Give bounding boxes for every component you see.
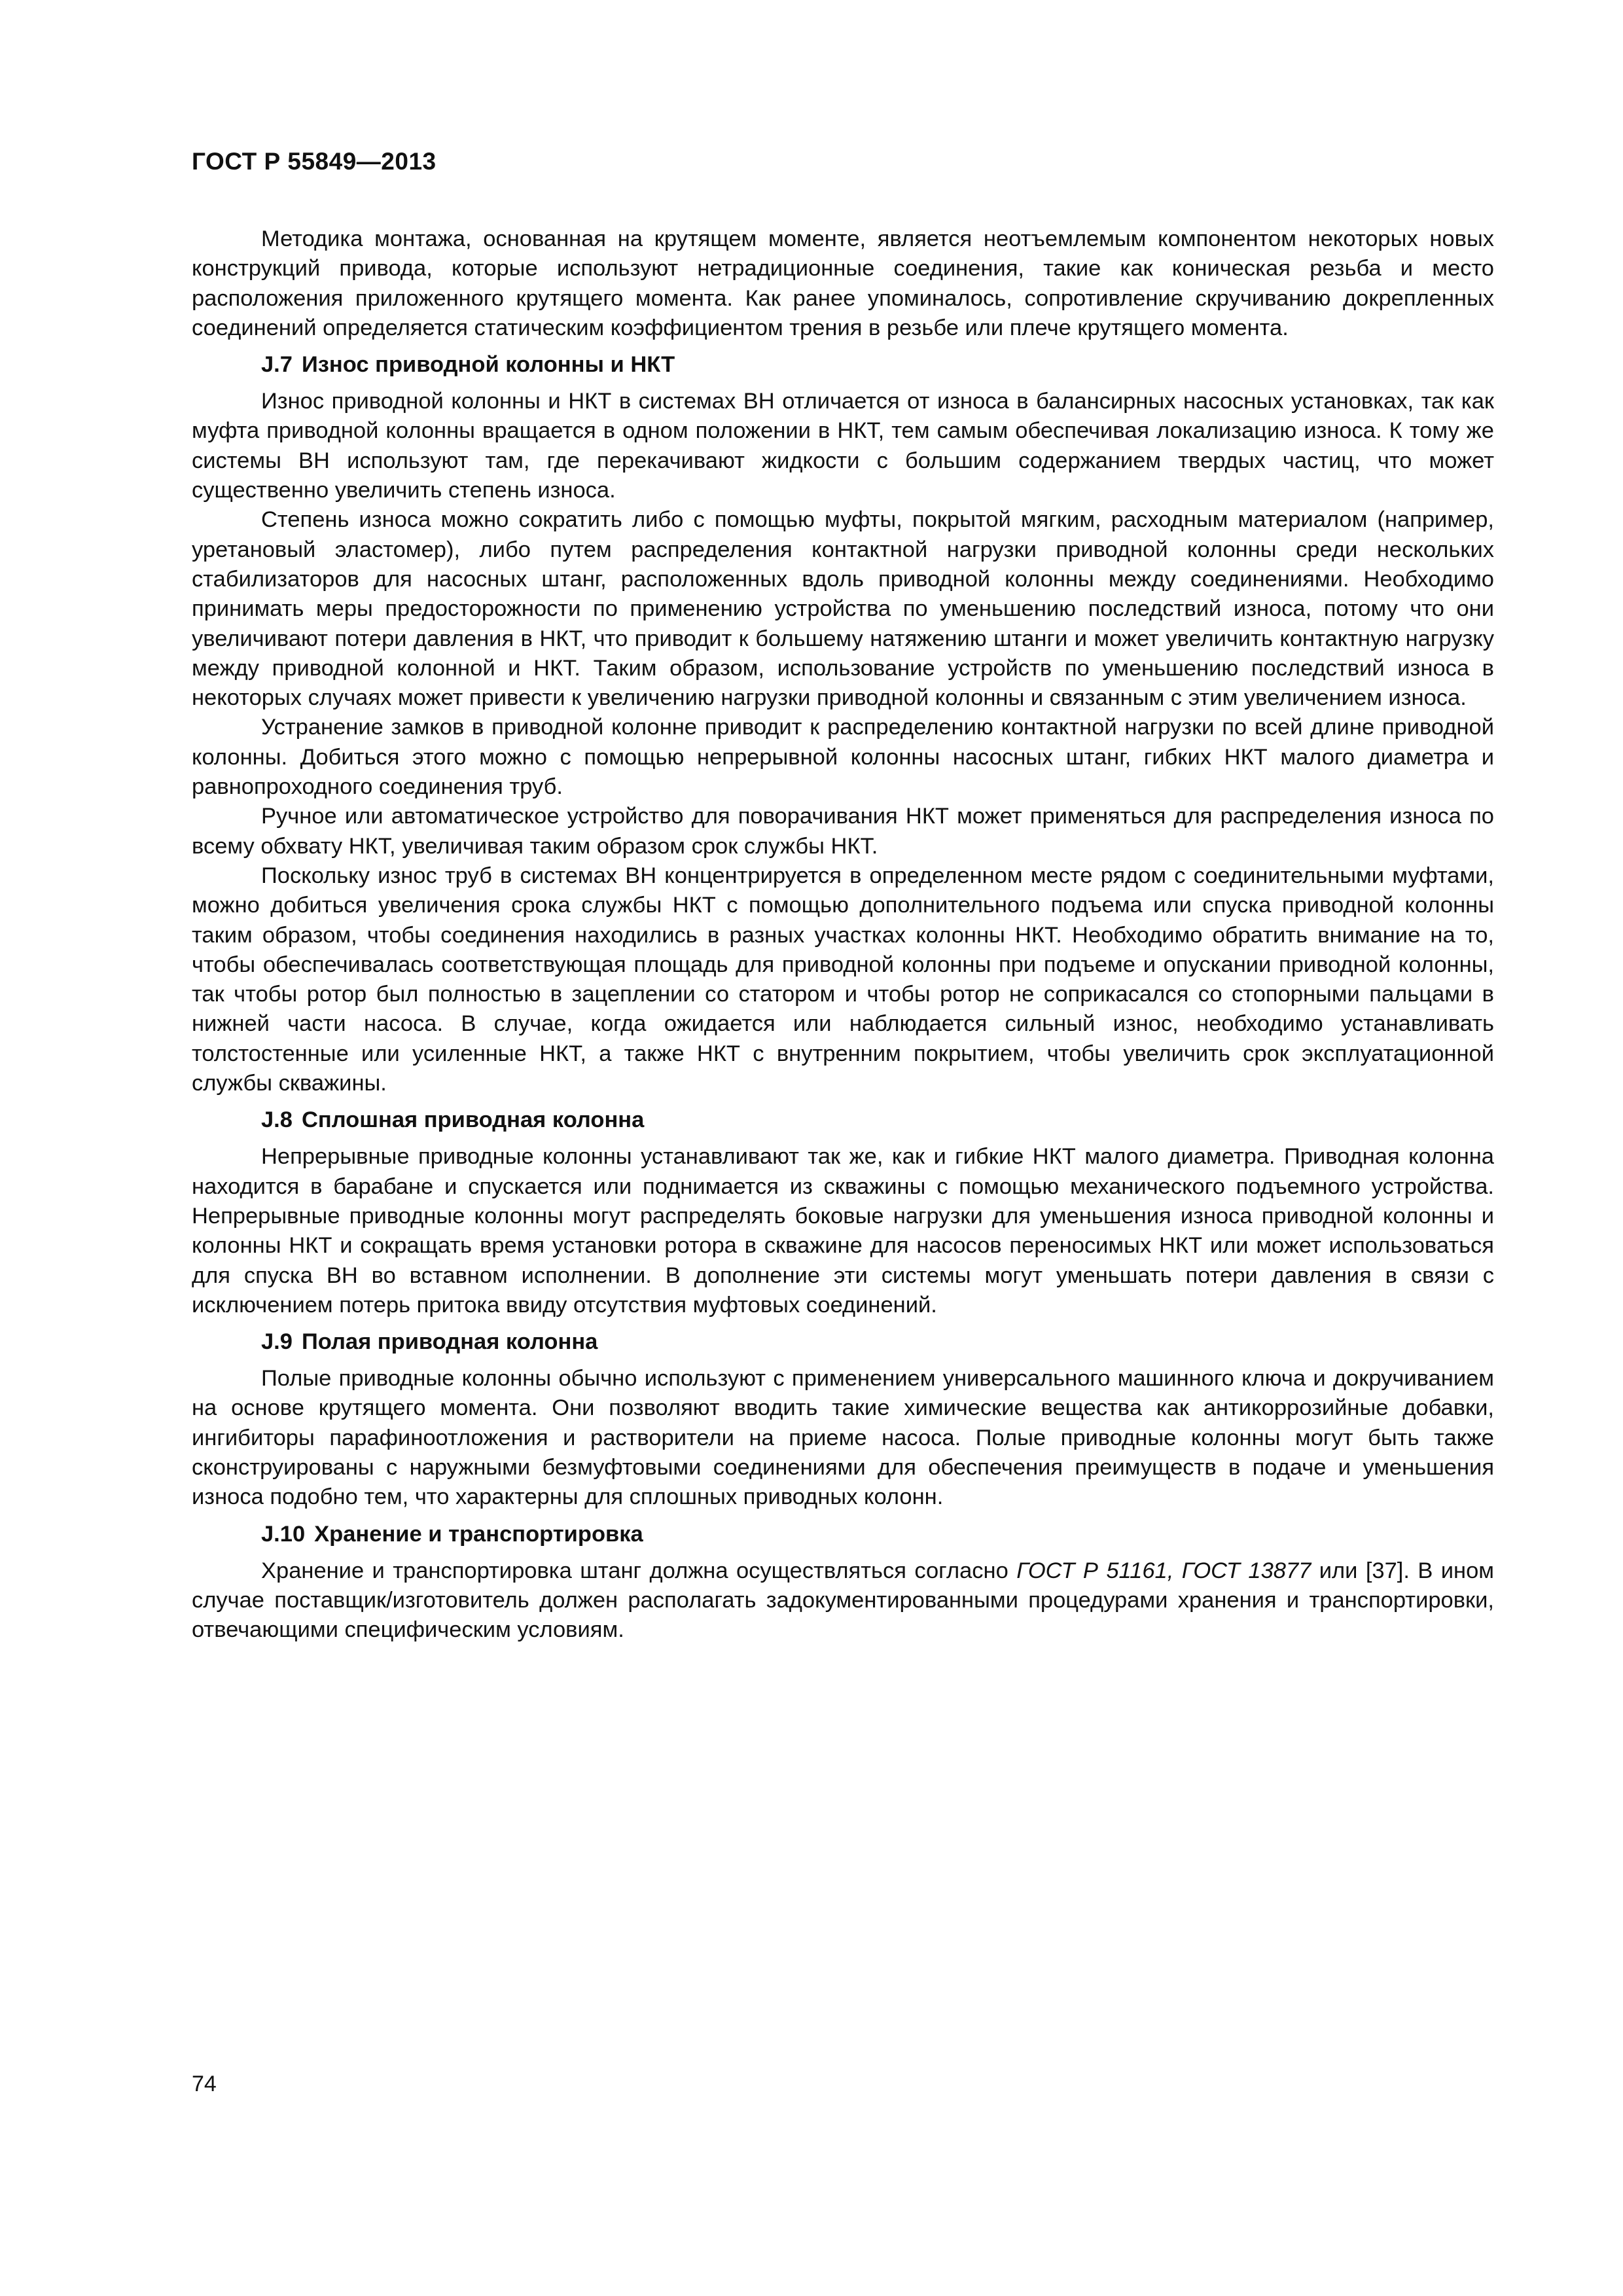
section-number: J.8	[261, 1107, 293, 1133]
document-body	[192, 224, 1494, 1645]
paragraph: Износ приводной колонны и НКТ в системах ВН отличается от износа в балансирных насосных установках, так как муфта приводной колонны вращается в одном положении в НКТ, тем самым обеспечивая локализацию износа. К тому же системы ВН используют там, где перекачивают жидкости с большим содержанием твердых частиц, что может существенно увеличить степень износа.	[192, 389, 1494, 503]
section-heading-j8	[192, 1105, 1494, 1135]
reference-separator: ,	[1167, 1558, 1182, 1583]
section-title: Хранение и транспортировка	[314, 1521, 643, 1547]
standard-reference: ГОСТ 13877	[1181, 1558, 1311, 1583]
section-heading-j9	[192, 1327, 1494, 1357]
paragraph: Полые приводные колонны обычно используют с применением универсального машинного ключа и докручиванием на основе крутящего момента. Они позволяют вводить такие химические вещества как антикоррозийные добавки, ингибиторы парафиноотложения и растворители на приеме насоса. Полые приводные колонны могут быть также сконструированы с наружными безмуфтовыми соединениями для обеспечения преимуществ в подаче и уменьшения износа подобно тем, что характерны для сплошных приводных колонн.	[192, 1366, 1494, 1510]
section-heading-j10	[192, 1520, 1494, 1549]
paragraph: Поскольку износ труб в системах ВН концентрируется в определенном месте рядом с соединительными муфтами, можно добиться увеличения срока службы НКТ с помощью дополнительного подъема или спуска приводной колонны таким образом, чтобы соединения находились в разных участках колонны НКТ. Необходимо обратить внимание на то, чтобы обеспечивалась соответствующая площадь для приводной колонны при подъеме и опускании приводной колонны, так чтобы ротор был полностью в зацеплении со статором и чтобы ротор не соприкасался со стопорными пальцами в нижней части насоса. В случае, когда ожидается или наблюдается сильный износ, необходимо устанавливать толстостенные или усиленные НКТ, а также НКТ с внутренним покрытием, чтобы увеличить срок эксплуатационной службы скважины.	[192, 863, 1494, 1096]
document-header-title: ГОСТ Р 55849—2013	[192, 148, 437, 175]
text-span: или [37]. В ином случае поставщик/изготовитель должен располагать задокументированными процедурами хранения и транспортировки, отвечающими специфическим условиям.	[192, 1558, 1495, 1643]
paragraph: Устранение замков в приводной колонне приводит к распределению контактной нагрузки по всей длине приводной колонны. Добиться этого можно с помощью непрерывной колонны насосных штанг, гибких НКТ малого диаметра и равнопроходного соединения труб.	[192, 715, 1494, 800]
intro-paragraph: Методика монтажа, основанная на крутящем моменте, является неотъемлемым компонентом некоторых новых конструкций привода, которые используют нетрадиционные соединения, такие как коническая резьба и место расположения приложенного крутящего момента. Как ранее упоминалось, сопротивление скручиванию докрепленных соединений определяется статическим коэффициентом трения в резьбе или плече крутящего момента.	[192, 226, 1494, 340]
section-title: Износ приводной колонны и НКТ	[301, 352, 675, 378]
page-number: 74	[192, 2072, 217, 2096]
paragraph: Непрерывные приводные колонны устанавливают так же, как и гибкие НКТ малого диаметра. Приводная колонна находится в барабане и спускается или поднимается из скважины с помощью механического подъемного устройства. Непрерывные приводные колонны могут распределять боковые нагрузки для уменьшения износа приводной колонны и колонны НКТ и сокращать время установки ротора в скважине для насосов переносимых НКТ или может использоваться для спуска ВН во вставном исполнении. В дополнение эти системы могут уменьшать потери давления в связи с исключением потерь притока ввиду отсутствия муфтовых соединений.	[192, 1144, 1494, 1318]
section-number: J.9	[261, 1329, 293, 1355]
text-span: Хранение и транспортировка штанг должна осуществляться согласно	[261, 1558, 1017, 1583]
standard-reference: ГОСТ Р 51161	[1016, 1558, 1168, 1583]
section-title: Сплошная приводная колонна	[301, 1107, 645, 1133]
section-number: J.7	[261, 352, 293, 378]
section-title: Полая приводная колонна	[301, 1329, 598, 1355]
paragraph: Степень износа можно сократить либо с помощью муфты, покрытой мягким, расходным материалом (например, уретановый эластомер), либо путем распределения контактной нагрузки приводной колонны среди нескольких стабилизаторов для насосных штанг, расположенных вдоль приводной колонны между соединениями. Необходимо принимать меры предосторожности по применению устройства по уменьшению последствий износа, потому что они увеличивают потери давления в НКТ, что приводит к большему натяжению штанги и может увеличить контактную нагрузку между приводной колонной и НКТ. Таким образом, использование устройств по уменьшению последствий износа в некоторых случаях может привести к увеличению нагрузки приводной колонны и связанным с этим увеличением износа.	[192, 507, 1494, 711]
paragraph-with-references	[192, 1556, 1494, 1645]
section-heading-j7	[192, 350, 1494, 380]
paragraph: Ручное или автоматическое устройство для поворачивания НКТ может применяться для распределения износа по всему обхвату НКТ, увеличивая таким образом срок службы НКТ.	[192, 804, 1494, 859]
section-number: J.10	[261, 1521, 306, 1547]
